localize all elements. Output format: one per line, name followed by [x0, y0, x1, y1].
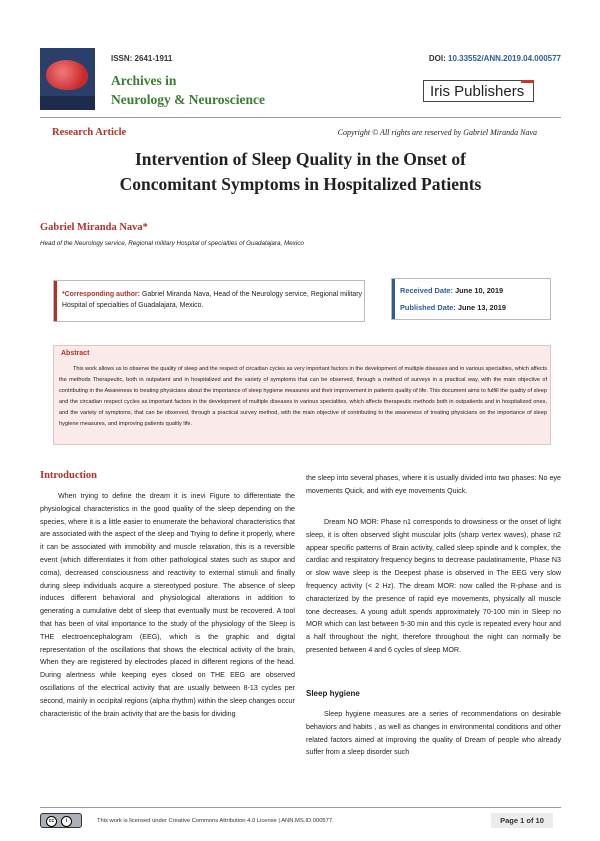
introduction-heading: Introduction — [40, 470, 97, 481]
abstract-box — [53, 345, 551, 445]
doi-link[interactable]: 10.33552/ANN.2019.04.000577 — [448, 54, 561, 63]
sleep-hygiene-heading: Sleep hygiene — [306, 689, 360, 698]
doi: DOI: 10.33552/ANN.2019.04.000577 — [428, 54, 561, 63]
attribution-icon: i — [61, 816, 72, 827]
published-date: Published Date: June 13, 2019 — [400, 303, 506, 312]
intro-paragraph: When trying to define the dream it is inevi Figure to differentiate the physiological characteristics in the good quality of the sleep depending on the species, where it is a little easier to enumerate the behavioral characteristics that are associated with the aspect of the sleep and Trying to define it properly, where it can be associated with immobility and muscle relaxation, this is a reversible event (which differentiates it from other pathological states such as stupor and coma), decreased consciousness and reactivity to external stimuli and finally during sleep individuals acquire a stereotyped posture. The absence of sleep induces different behavioral and physiological alterations in addition to generating a cumulative debt of sleep that eventually must be recovered. A tool that has been of vital importance to the study of the physiology of the Sleep is THE electroencephalogram (EEG), which is the graphic and digital representation of the oscillations that shows the electrical activity of the brain, When they are registered by electrodes placed in different regions of the head. During alertness while keeping eyes closed on THE EEG are observed oscillations of the electrical activity that are usually between 8-13 cycles per second, mainly in occipital regions (alpha rhythm) within the sleep changes occur characteristic of the brain activity that are the basis for dividing — [40, 492, 295, 718]
right-paragraph-1: the sleep into several phases, where it is usually divided into two phases: No eye movements Quick, and with eye movements Quick. — [306, 474, 561, 495]
header-divider — [40, 117, 561, 118]
journal-title: Archives in Neurology & Neuroscience — [111, 73, 265, 107]
abstract-heading: Abstract — [61, 350, 90, 357]
issn: ISSN: 2641-1911 — [111, 54, 173, 63]
creative-commons-badge[interactable] — [40, 813, 82, 828]
right-paragraph-2: Dream NO MOR: Phase n1 corresponds to drowsiness or the onset of light sleep, it is often observed slight muscular jolts (sharp vertex waves), phase n2 appear specific patterns of Brain activity, called sleep spindle and k complex, the cardiac and respiratory frequency begins to decrease paulatinamente, Phase N3 or slow wave sleep is the Deepest phase is observed in The EEG very slow frequency activity (< 2 Hz). The dream MOR: now called the R-phase and is characterized by the presence of rapid eye movements, physically all muscle tone decreases. A young adult spends approximately 70-100 min in Sleep no MOR which can last between 5-30 min and this cycle is repeated every hour and a half throughout the night, therefore throughout the night can normally be presented between 4 and 6 cycles of sleep MOR. — [306, 518, 561, 654]
publisher-logo-initial: I — [430, 83, 435, 100]
license-text: This work is licensed under Creative Commons Attribution 4.0 License | ANN.MS.ID.000577. — [97, 818, 334, 824]
footer-divider — [40, 807, 561, 808]
publisher-logo-text: ris Publishers — [434, 83, 525, 100]
brain-image — [46, 60, 88, 90]
correspondence-label: *Corresponding author: — [62, 291, 140, 298]
copyright-notice: Copyright © All rights are reserved by Gabriel Miranda Nava — [337, 128, 537, 137]
article-type: Research Article — [52, 127, 127, 138]
author-affiliation: Head of the Neurology service, Regional military Hospital of specialties of Guadalajara, Mexico — [40, 240, 304, 247]
page-number: Page 1 of 10 — [491, 813, 553, 828]
dates-box — [391, 278, 551, 320]
article-title: Intervention of Sleep Quality in the Onset of Concomitant Symptoms in Hospitalized Patients — [119, 149, 482, 194]
correspondence-box — [53, 280, 365, 322]
abstract-text: This work allows us to observe the quality of sleep and the respect of circadian cycles as very important factors in the development of multiple diseases and in various specialties, which affects the methods Therapeutic, both in outpatient and in hospitalized and the variety of symptoms that can be observed, through a method of surveys in a practical way, with the main objective of contributing in the Awareness to treating physicians about the importance of sleep hygiene measures and their improvement in patients quality of life. This document aims to fulfill the quality of sleep and the circadian respect cycles as important factors in the development of multiple diseases in various specialties, which affects therapeutic methods both in outpatients and in hospitalized ones, and the variety of symptoms, that can be observed, through a practical survey method, with the main objective of contributing to the awareness of treating physicians on the importance of sleep hygiene measures, and improving patients quality life. — [59, 366, 547, 428]
correspondence-text: Gabriel Miranda Nava, Head of the Neurology service, Regional military Hospital of specialties of Guadalajara, Mexico. — [62, 291, 362, 309]
cc-icon: cc — [46, 816, 57, 827]
right-paragraph-3: Sleep hygiene measures are a series of recommendations on desirable behaviors and habits , as well as changes in environmental conditions and other related factors aimed at improving the quality of Dream of people who already suffer from a sleep disorder such — [306, 710, 561, 757]
received-date: Received Date: June 10, 2019 — [400, 286, 504, 295]
publisher-logo — [423, 80, 534, 102]
author-name[interactable]: Gabriel Miranda Nava* — [40, 222, 148, 233]
journal-cover-thumbnail — [40, 48, 95, 110]
